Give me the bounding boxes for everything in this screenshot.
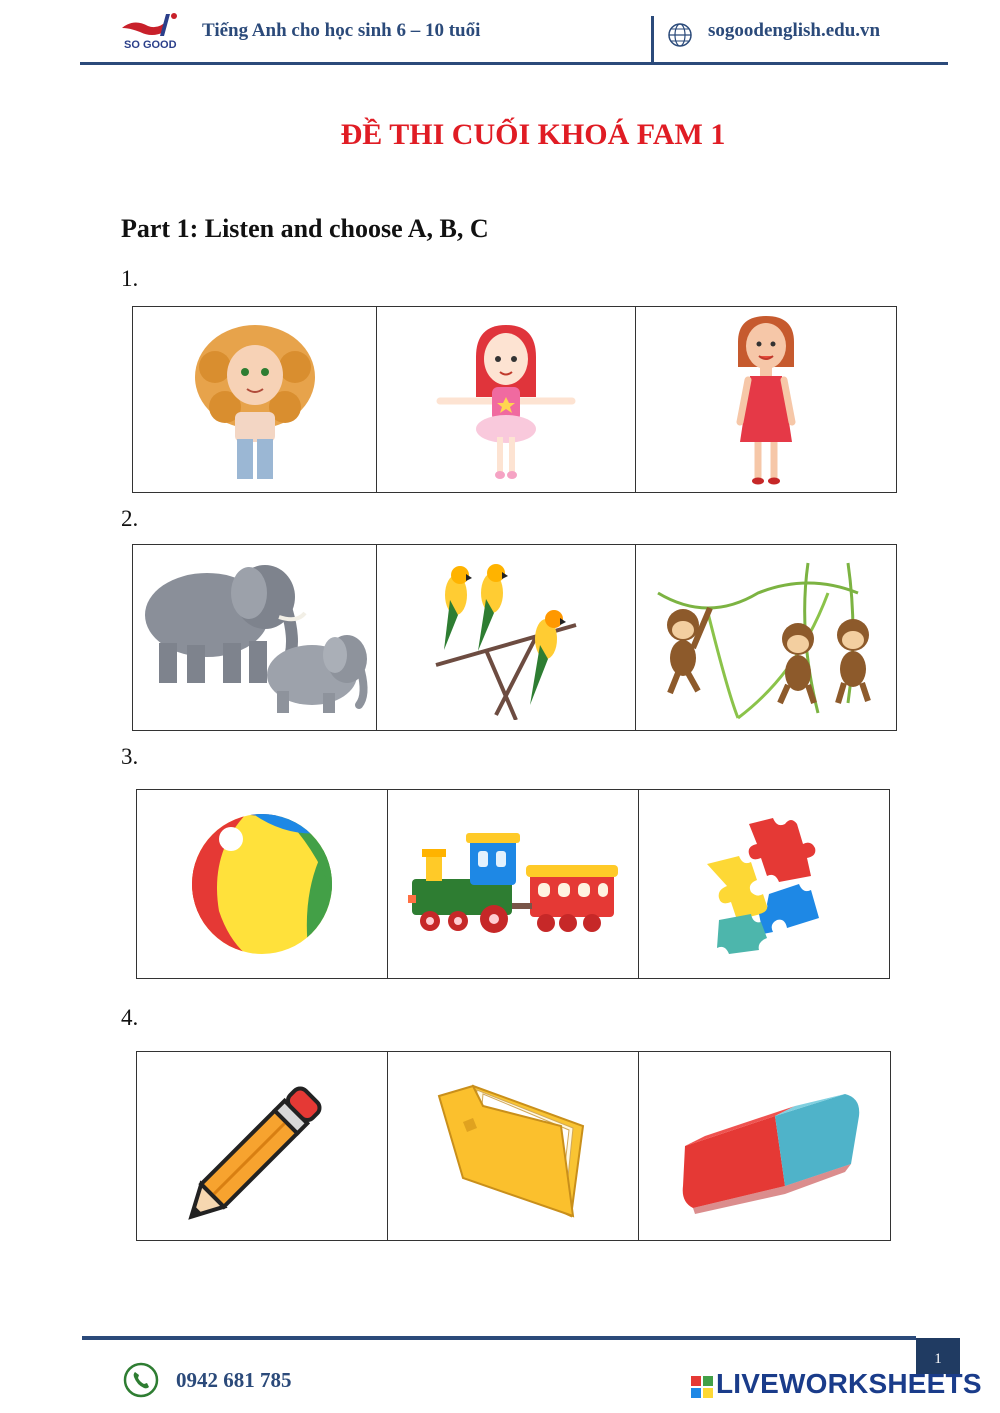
puzzle-pieces-image: [699, 814, 829, 954]
option-monkeys[interactable]: [636, 545, 896, 730]
header-website-link[interactable]: sogoodenglish.edu.vn: [708, 20, 881, 41]
globe-icon: [667, 22, 693, 48]
footer-rule: [82, 1336, 916, 1340]
monkeys-image: [648, 553, 884, 723]
ballerina-girl-image: [436, 317, 576, 482]
header-tagline: Tiếng Anh cho học sinh 6 – 10 tuổi: [202, 20, 481, 41]
option-puzzle-pieces[interactable]: [639, 790, 889, 978]
girl-in-red-dress-image: [716, 312, 816, 487]
option-toy-train[interactable]: [388, 790, 639, 978]
option-girl-in-red-dress[interactable]: [636, 307, 896, 492]
option-eraser[interactable]: [639, 1052, 890, 1240]
elephants-image: [137, 555, 373, 720]
curly-haired-girl-image: [185, 317, 325, 482]
page-title: ĐỀ THI CUỐI KHOÁ FAM 1: [340, 118, 726, 151]
pencil-image: [182, 1066, 342, 1226]
question-3-number: 3.: [121, 744, 139, 769]
header-divider: [651, 16, 654, 64]
beach-ball-image: [189, 811, 335, 957]
option-elephants[interactable]: [133, 545, 377, 730]
toy-train-image: [408, 829, 618, 939]
question-2-number: 2.: [121, 506, 139, 531]
svg-text:SO GOOD: SO GOOD: [124, 39, 177, 51]
header-rule: [80, 62, 948, 65]
phone-icon: [123, 1362, 159, 1398]
question-2-options: [132, 544, 897, 731]
part1-heading: Part 1: Listen and choose A, B, C: [121, 214, 489, 243]
eraser-image: [665, 1076, 865, 1216]
question-1-number: 1.: [121, 266, 139, 291]
question-4-number: 4.: [121, 1005, 139, 1030]
option-pencil[interactable]: [137, 1052, 388, 1240]
sogood-logo: [118, 10, 184, 56]
footer-phone: 0942 681 785: [176, 1368, 292, 1392]
question-1-options: [132, 306, 897, 493]
question-3-options: [136, 789, 890, 979]
option-folder[interactable]: [388, 1052, 639, 1240]
parrots-image: [426, 555, 586, 720]
option-ballerina-girl[interactable]: [377, 307, 636, 492]
page-number: 1: [916, 1338, 960, 1374]
option-beach-ball[interactable]: [137, 790, 388, 978]
liveworksheets-logo-icon: [691, 1376, 713, 1398]
folder-image: [433, 1066, 593, 1226]
option-curly-haired-girl[interactable]: [133, 307, 377, 492]
question-4-options: [136, 1051, 891, 1241]
liveworksheets-brand[interactable]: LIVEWORKSHEETS: [716, 1368, 982, 1399]
option-parrots[interactable]: [377, 545, 636, 730]
